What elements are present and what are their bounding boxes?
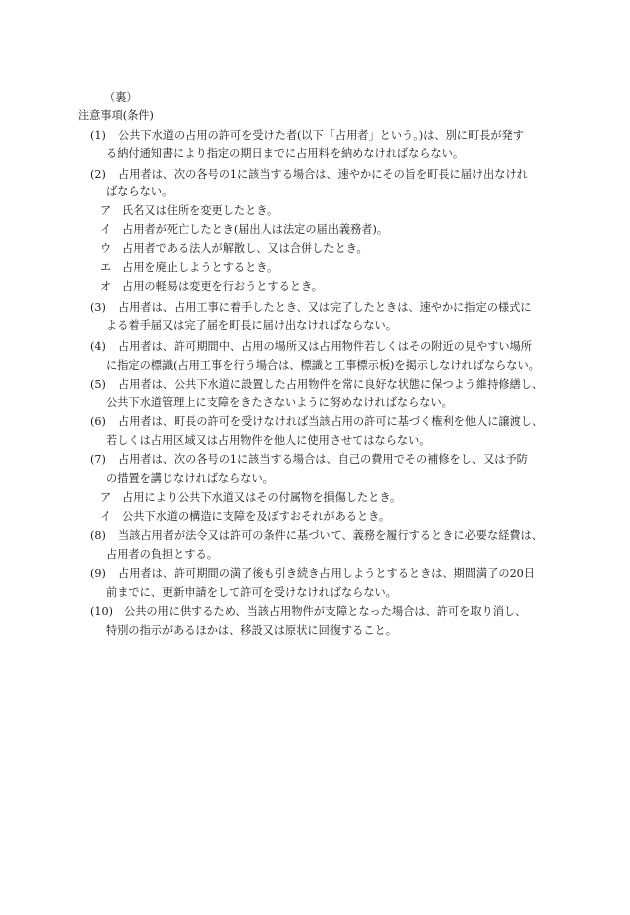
condition-text: 占用者が死亡したとき(届出人は法定の届出義務者)。 [122, 223, 389, 236]
item-number: (1) [90, 129, 106, 142]
item-number: (4) [90, 340, 106, 353]
condition-text: ばならない。 [106, 185, 174, 198]
condition-text: 若しくは占用区域又は占用物件を他人に使用させてはならない。 [106, 434, 431, 447]
condition-text: 占用者は、次の各号の1に該当する場合は、自己の費用でその補修をし、又は予防 [118, 453, 528, 466]
condition-text: 公共下水道の占用の許可を受けた者(以下「占用者」という。)は、別に町長が発す [118, 129, 524, 142]
item-number: (2) [90, 168, 106, 181]
item-number: ア [100, 204, 112, 217]
item-number: (7) [90, 453, 106, 466]
condition-text: 占用者の負担とする。 [106, 548, 218, 561]
condition-text: よる着手届又は完了届を町長に届け出なければならない。 [106, 319, 397, 332]
condition-text: 占用者である法人が解散し、又は合併したとき。 [122, 242, 368, 255]
condition-text: 占用者は、次の各号の1に該当する場合は、速やかにその旨を町長に届け出なけれ [118, 168, 528, 181]
condition-text: 前までに、更新申請をして許可を受けなければならない。 [106, 586, 397, 599]
item-number: (3) [90, 301, 106, 314]
item-number: (6) [90, 415, 106, 428]
item-number: エ [100, 261, 112, 274]
item-number: (8) [90, 529, 106, 542]
condition-text: 公共の用に供するため、当該占用物件が支障となった場合は、許可を取り消し、 [124, 605, 527, 618]
condition-text: 公共下水道の構造に支障を及ぼすおそれがあるとき。 [122, 510, 391, 523]
condition-text: 占用者は、町長の許可を受けなければ当該占用の許可に基づく権利を他人に譲渡し、 [118, 415, 544, 428]
condition-text: 占用により公共下水道又はその付属物を損傷したとき。 [122, 491, 402, 504]
item-number: (10) [90, 605, 113, 618]
item-number: ウ [100, 242, 112, 255]
condition-text: 占用の軽易は変更を行おうとするとき。 [122, 280, 323, 293]
condition-text: 氏名又は住所を変更したとき。 [122, 204, 279, 217]
item-number: イ [100, 223, 112, 236]
item-number: イ [100, 510, 112, 523]
condition-text: 占用者は、許可期間の満了後も引き続き占用しようとするときは、期間満了の20日 [118, 567, 535, 580]
item-number: (9) [90, 567, 106, 580]
item-number: ア [100, 491, 112, 504]
condition-text: 当該占用者が法令又は許可の条件に基づいて、義務を履行するときに必要な経費は、 [118, 529, 543, 542]
notes-heading: 注意事項(条件) [78, 109, 154, 122]
condition-text: に指定の標識(占用工事を行う場合は、標識と工事標示板)を掲示しなければならない。 [106, 359, 540, 372]
condition-text: る納付通知書により指定の期日までに占用料を納めなければならない。 [106, 147, 465, 160]
condition-text: 特別の指示があるほかは、移設又は原状に回復すること。 [106, 624, 397, 637]
condition-text: 占用者は、占用工事に着手したとき、又は完了したときは、速やかに指定の様式に [118, 301, 532, 314]
item-number: オ [100, 280, 112, 293]
condition-text: 占用者は、公共下水道に設置した占用物件を常に良好な状態に保つよう維持修繕し、 [118, 378, 544, 391]
condition-text: 公共下水道管理上に支障をきたさないように努めなければならない。 [106, 396, 453, 409]
condition-text: の措置を講じなければならない。 [106, 472, 274, 485]
condition-text: 占用を廃止しようとするとき。 [122, 261, 279, 274]
condition-text: 占用者は、許可期間中、占用の場所又は占用物件若しくはその附近の見やすい場所 [118, 340, 532, 353]
page-side-label: （裏） [104, 91, 138, 104]
item-number: (5) [90, 378, 106, 391]
